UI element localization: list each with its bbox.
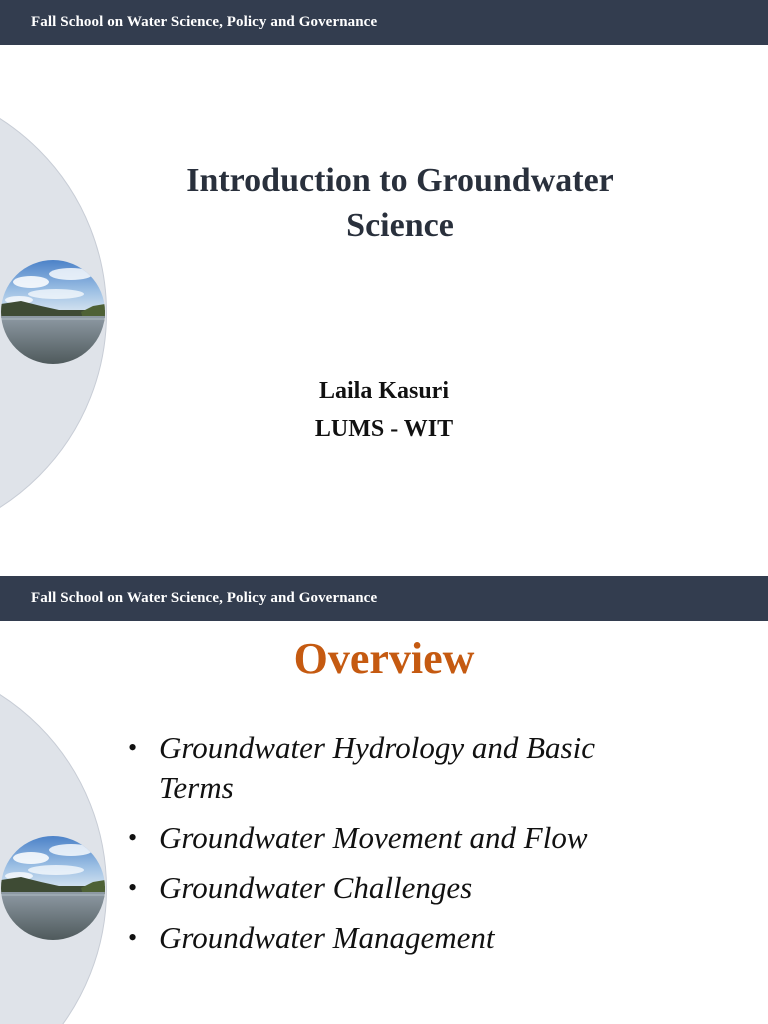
title-line-2: Science	[346, 207, 454, 244]
bullet-icon: •	[128, 923, 138, 952]
author-block	[250, 372, 518, 448]
bullet-icon: •	[128, 873, 138, 902]
lake-landscape-image	[1, 260, 105, 364]
slide-header	[0, 576, 768, 621]
slide-title-text	[150, 158, 650, 248]
list-item	[128, 918, 688, 958]
list-item	[128, 868, 688, 908]
title-line-1: Introduction to Groundwater	[186, 162, 614, 199]
author-name: Laila Kasuri	[318, 378, 450, 404]
overview-title: Overview	[293, 634, 475, 683]
list-item	[128, 728, 688, 808]
header-text: Fall School on Water Science, Policy and Governance	[31, 14, 378, 30]
list-item-text-line-1: Groundwater Hydrology and Basic	[159, 730, 595, 765]
author-affiliation: LUMS - WIT	[314, 416, 454, 442]
list-item-text: Groundwater Management	[159, 920, 495, 955]
slide-header	[0, 0, 768, 45]
bullet-icon: •	[128, 823, 138, 852]
bullet-icon: •	[128, 733, 138, 762]
slide-overview	[0, 576, 768, 1024]
list-item-text: Groundwater Challenges	[159, 870, 473, 905]
list-item	[128, 818, 688, 858]
list-item-text-line-2: Terms	[159, 770, 234, 805]
overview-bullet-list	[128, 728, 688, 968]
lake-landscape-image	[1, 836, 105, 940]
header-text: Fall School on Water Science, Policy and Governance	[31, 590, 378, 606]
list-item-text: Groundwater Movement and Flow	[159, 820, 588, 855]
